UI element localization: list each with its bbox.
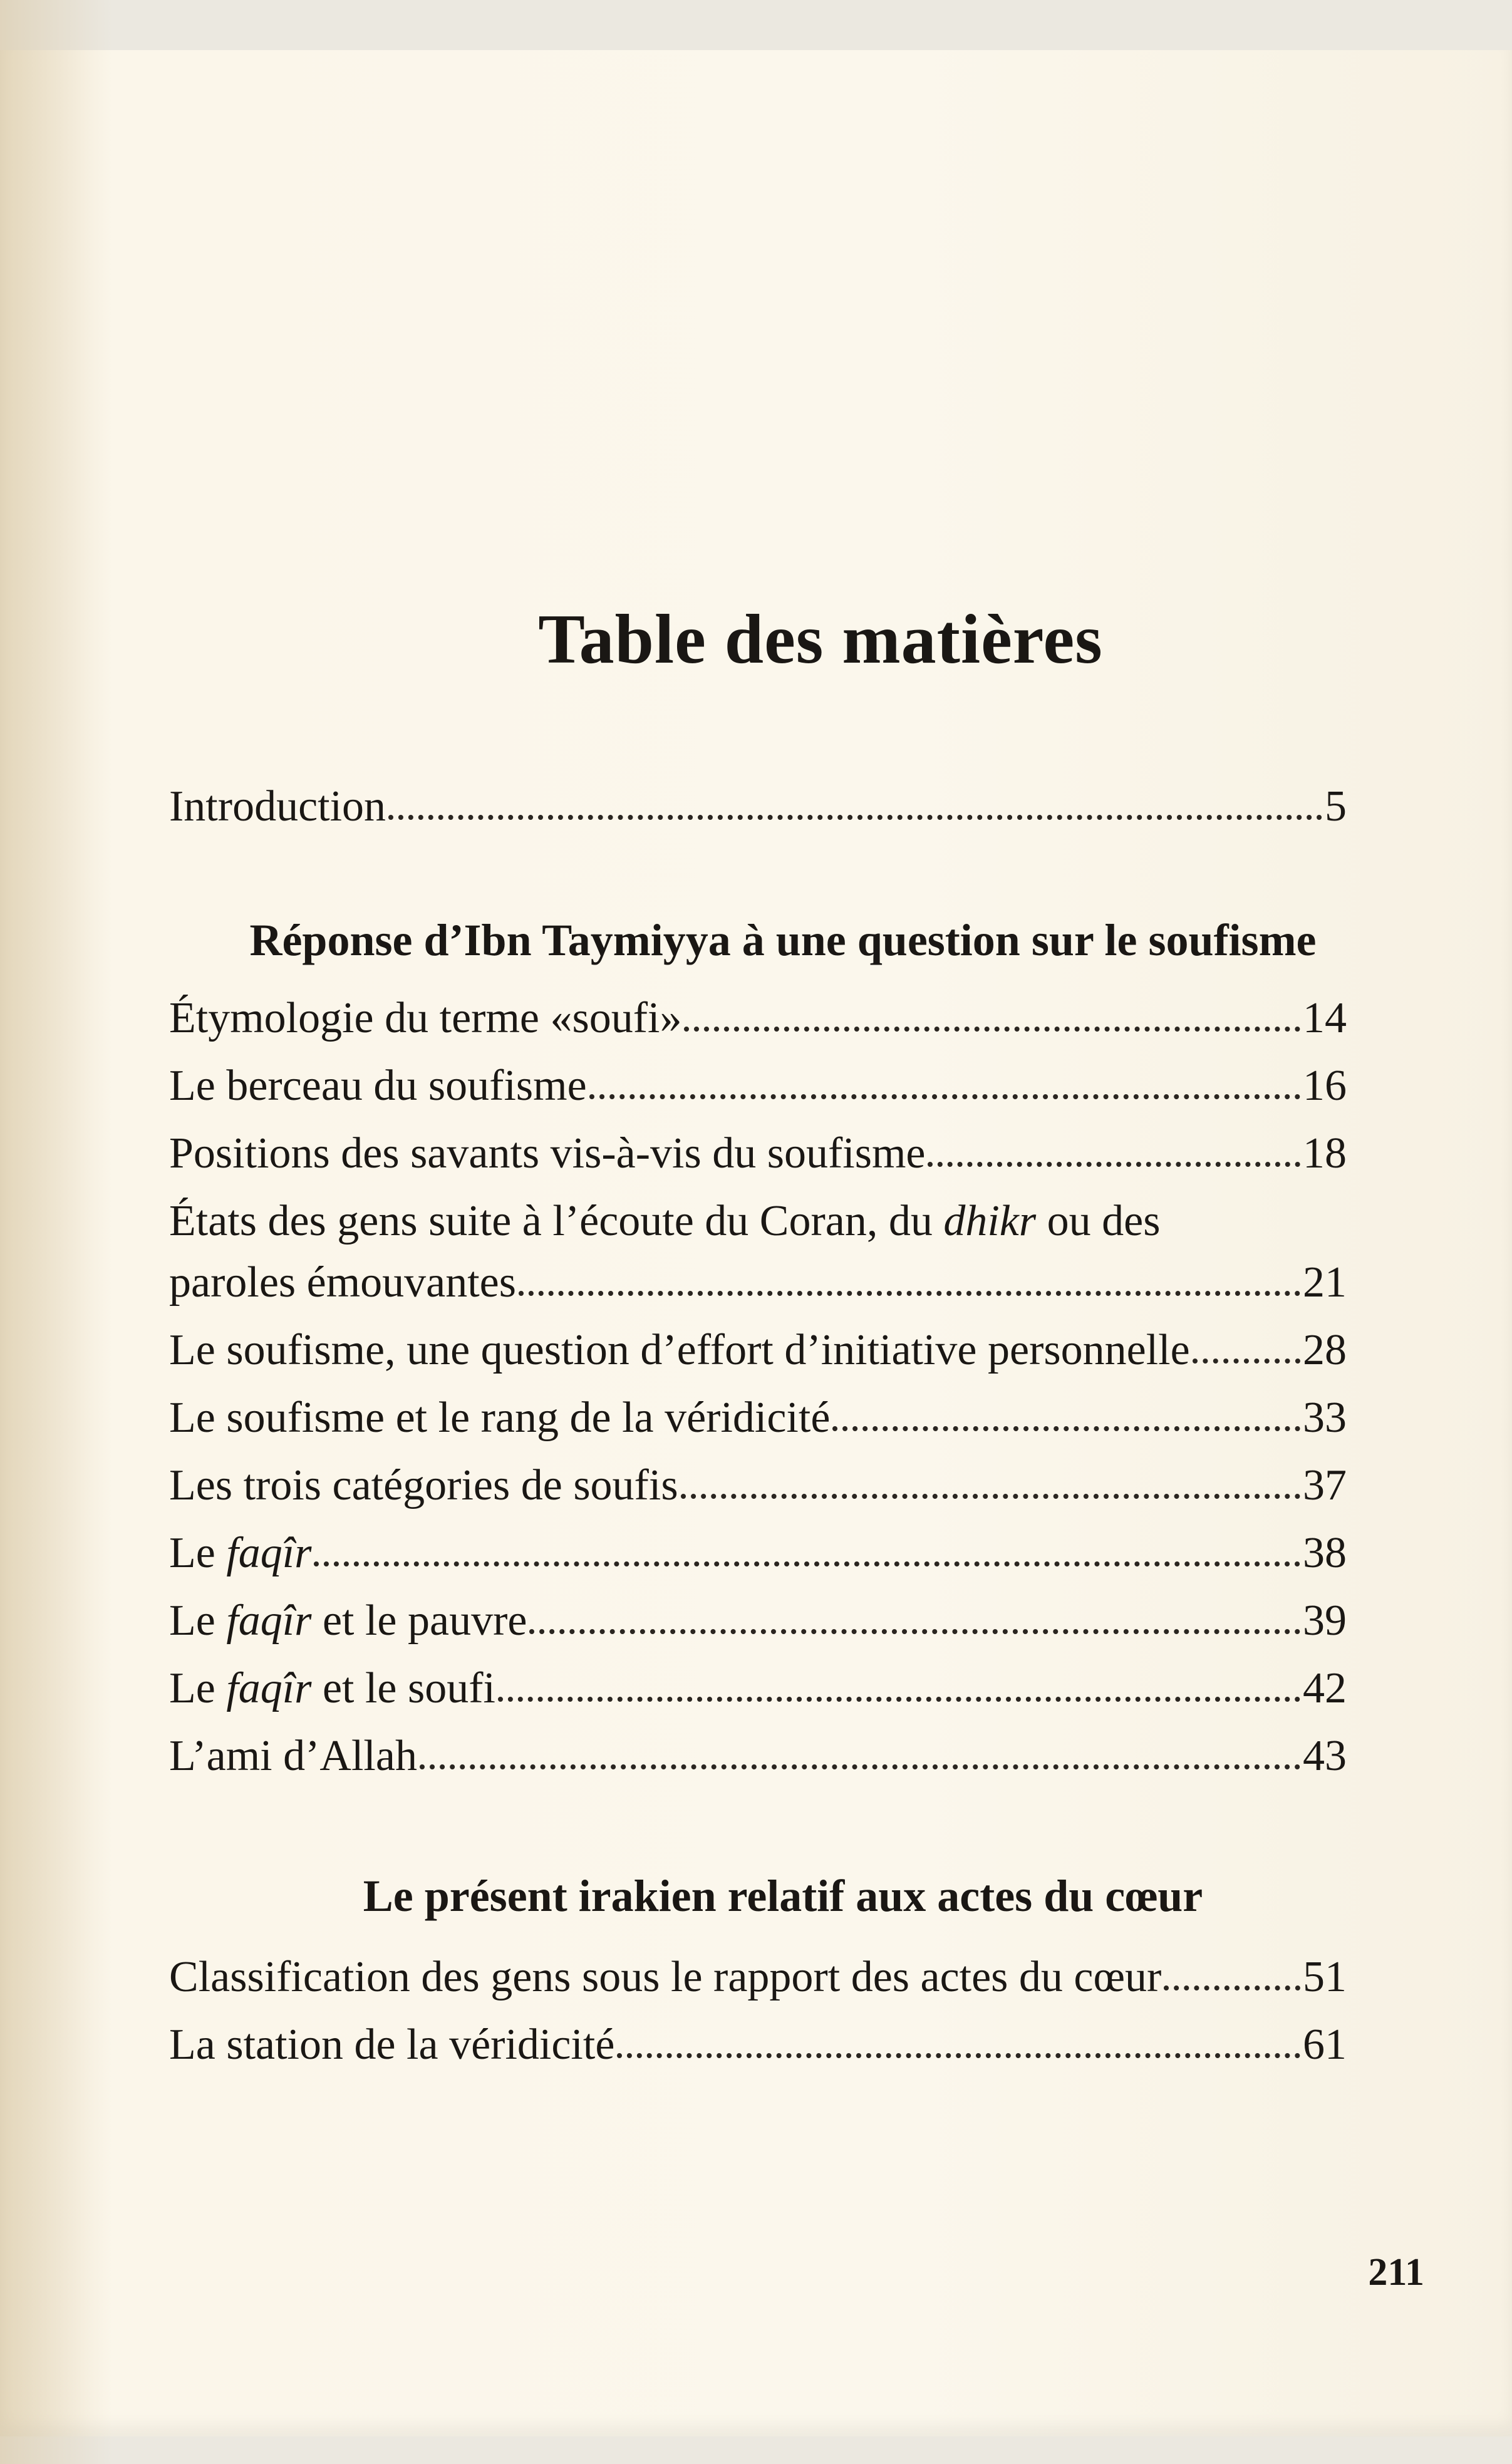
gutter-shadow — [0, 0, 113, 2464]
dot-leader — [589, 1094, 1300, 1099]
toc-entry-page: 38 — [1303, 1528, 1347, 1577]
toc-entry-page: 28 — [1303, 1325, 1347, 1374]
italic-term: faqîr — [226, 1664, 312, 1712]
italic-term: faqîr — [226, 1596, 312, 1645]
toc-entry-page: 39 — [1303, 1596, 1347, 1645]
dot-leader — [388, 815, 1322, 820]
toc-entry-page: 33 — [1303, 1393, 1347, 1442]
toc-entry-label-line2 — [169, 1258, 1347, 1307]
toc-entry — [169, 1596, 1347, 1645]
toc-entry-label: Les trois catégories de soufis — [169, 1461, 678, 1509]
dot-leader — [529, 1629, 1300, 1634]
dot-leader — [681, 1494, 1300, 1499]
toc-entry-label: paroles émouvantes — [169, 1258, 516, 1307]
toc-entry-page: 16 — [1303, 1061, 1347, 1110]
section-heading-reponse: Réponse d’Ibn Taymiyya à une question sur le soufisme — [249, 915, 1317, 966]
toc-entry — [169, 1731, 1347, 1780]
italic-term: faqîr — [226, 1528, 312, 1577]
toc-entry-label: Le berceau du soufisme — [169, 1061, 587, 1110]
toc-entry-page: 14 — [1303, 993, 1347, 1042]
toc-entry — [169, 2020, 1347, 2069]
toc-entry-page: 51 — [1303, 1952, 1347, 2001]
italic-term: dhikr — [943, 1196, 1037, 1245]
toc-entry-label: Le faqîr — [169, 1528, 312, 1577]
toc-entry-page: 61 — [1303, 2020, 1347, 2069]
toc-entry — [169, 993, 1347, 1042]
dot-leader — [314, 1561, 1300, 1566]
dot-leader — [617, 2053, 1300, 2058]
toc-entry-page: 5 — [1325, 782, 1347, 831]
toc-entry-label: Positions des savants vis-à-vis du soufisme — [169, 1129, 926, 1178]
dot-leader — [420, 1764, 1300, 1769]
toc-entry — [169, 1952, 1347, 2001]
toc-entry-label: Classification des gens sous le rapport des actes du cœur — [169, 1952, 1162, 2001]
toc-entry — [169, 1393, 1347, 1442]
toc-entry-label: L’ami d’Allah — [169, 1731, 417, 1780]
toc-entry-label: Le faqîr et le soufi — [169, 1664, 496, 1712]
toc-entry-label: Le soufisme et le rang de la véridicité — [169, 1393, 831, 1442]
toc-entry-introduction — [169, 782, 1347, 831]
toc-entry-label: Le faqîr et le pauvre — [169, 1596, 527, 1645]
toc-entry — [169, 1129, 1347, 1178]
dot-leader — [928, 1162, 1300, 1167]
page-title: Table des matières — [538, 601, 1103, 678]
toc-entry-label: La station de la véridicité — [169, 2020, 615, 2069]
dot-leader — [832, 1426, 1300, 1431]
toc-entry — [169, 1664, 1347, 1712]
section-heading-present-irakien: Le présent irakien relatif aux actes du cœur — [363, 1870, 1203, 1921]
toc-entry — [169, 1528, 1347, 1577]
toc-entry-page: 42 — [1303, 1664, 1347, 1712]
dot-leader — [1193, 1359, 1300, 1364]
toc-entry-page: 18 — [1303, 1129, 1347, 1178]
dot-leader — [498, 1697, 1300, 1702]
toc-entry-label: Étymologie du terme «soufi» — [169, 993, 682, 1042]
toc-entry-multiline — [169, 1196, 1347, 1307]
toc-entry — [169, 1461, 1347, 1509]
table-of-contents — [169, 601, 1347, 2091]
toc-entry-label: Le soufisme, une question d’effort d’initiative personnelle — [169, 1325, 1190, 1374]
dot-leader — [1164, 1985, 1300, 1990]
toc-entry — [169, 1325, 1347, 1374]
toc-entry-page: 21 — [1303, 1258, 1347, 1307]
toc-entry-label: Introduction — [169, 782, 386, 831]
toc-entry-label-line1: États des gens suite à l’écoute du Coran, du dhikr ou des — [169, 1196, 1161, 1245]
toc-entry — [169, 1061, 1347, 1110]
dot-leader — [519, 1291, 1300, 1296]
toc-entry-page: 43 — [1303, 1731, 1347, 1780]
toc-entry-page: 37 — [1303, 1461, 1347, 1509]
page-number: 211 — [1368, 2251, 1424, 2294]
dot-leader — [684, 1027, 1300, 1032]
